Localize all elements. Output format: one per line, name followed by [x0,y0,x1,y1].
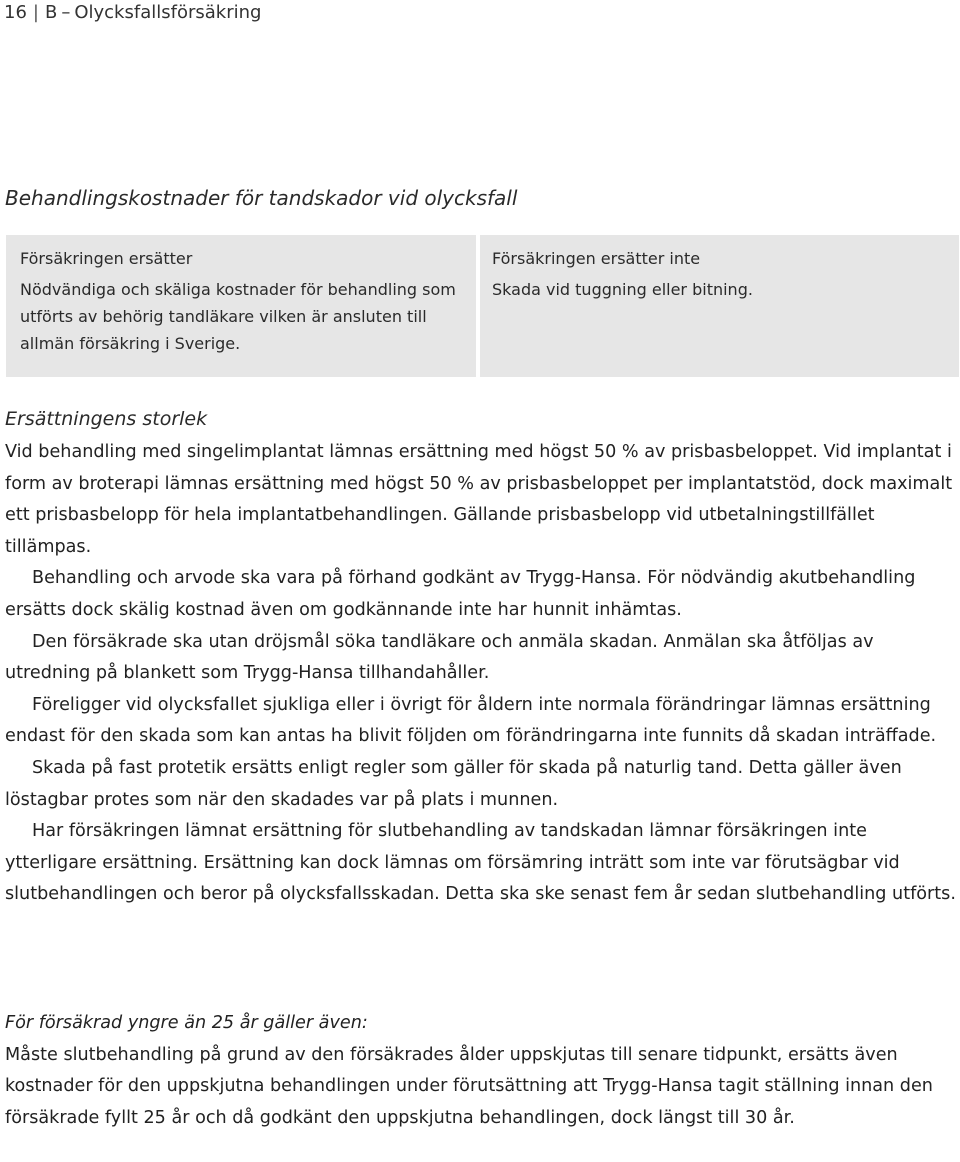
header-dash: – [61,2,71,23]
covered-text: Nödvändiga och skäliga kostnader för behandling som utförts av behörig tandläkare vilken är ansluten till allmän försäkring i Sverige. [20,280,456,353]
compensation-body [5,437,957,911]
section-letter: B [44,2,58,23]
not-covered-heading: Försäkringen ersätter inte [492,249,701,268]
section-name: Olycksfallsförsäkring [74,2,262,23]
compensation-paragraph: Föreligger vid olycksfallet sjukliga eller i övrigt för åldern inte normala förändringar lämnas ersättning endast för den skada som kan antas ha blivit följden om förändringarna inte funnits då skadan inträffade. [5,694,937,747]
covered-column [6,235,476,377]
compensation-paragraph: Den försäkrade ska utan dröjsmål söka tandläkare och anmäla skadan. Anmälan ska åtföljas av utredning på blankett som Trygg-Hansa tillhandahåller. [5,631,874,684]
page-number: 16 [4,2,27,23]
compensation-paragraph: Skada på fast protetik ersätts enligt regler som gäller för skada på naturlig tand. Detta gäller även löstagbar protes som när den skadades var på plats i munnen. [5,757,902,810]
compensation-paragraph: Har försäkringen lämnat ersättning för slutbehandling av tandskadan lämnar försäkringen inte ytterligare ersättning. Ersättning kan dock lämnas om försämring inträtt som inte var förutsägbar vid slutbehandlingen och beror på olycksfallsskadan. Detta ska ske senast fem år sedan slutbehandling utförts. [5,821,956,905]
compensation-paragraph: Vid behandling med singelimplantat lämnas ersättning med högst 50 % av prisbasbeloppet. Vid implantat i form av broterapi lämnas ersättning med högst 50 % av prisbasbeloppet per implantatstöd, dock maximalt ett prisbasbelopp för hela implantatbehandlingen. Gällande prisbasbelopp vid utbetalningstillfället tillämpas. [5,442,953,557]
header-divider: | [32,2,39,23]
young-insured-heading: För försäkrad yngre än 25 år gäller även: [5,1013,368,1033]
young-insured-section [5,1008,957,1134]
section-title: Behandlingskostnader för tandskador vid olycksfall [5,186,518,210]
not-covered-column [480,235,959,377]
not-covered-text: Skada vid tuggning eller bitning. [492,280,753,299]
coverage-table [6,235,959,377]
young-insured-text: Måste slutbehandling på grund av den försäkrades ålder uppskjutas till senare tidpunkt, ersätts även kostnader för den uppskjutna behandlingen under förutsättning att Trygg-Hansa tagit ställning innan den försäkrade fyllt 25 år och då godkänt den uppskjutna behandlingen, dock längst till 30 år. [5,1044,933,1128]
compensation-heading: Ersättningens storlek [5,408,208,430]
compensation-paragraph: Behandling och arvode ska vara på förhand godkänt av Trygg-Hansa. För nödvändig akutbehandling ersätts dock skälig kostnad även om godkännande inte har hunnit inhämtas. [5,568,916,620]
page-header [4,2,261,24]
covered-heading: Försäkringen ersätter [20,249,193,268]
